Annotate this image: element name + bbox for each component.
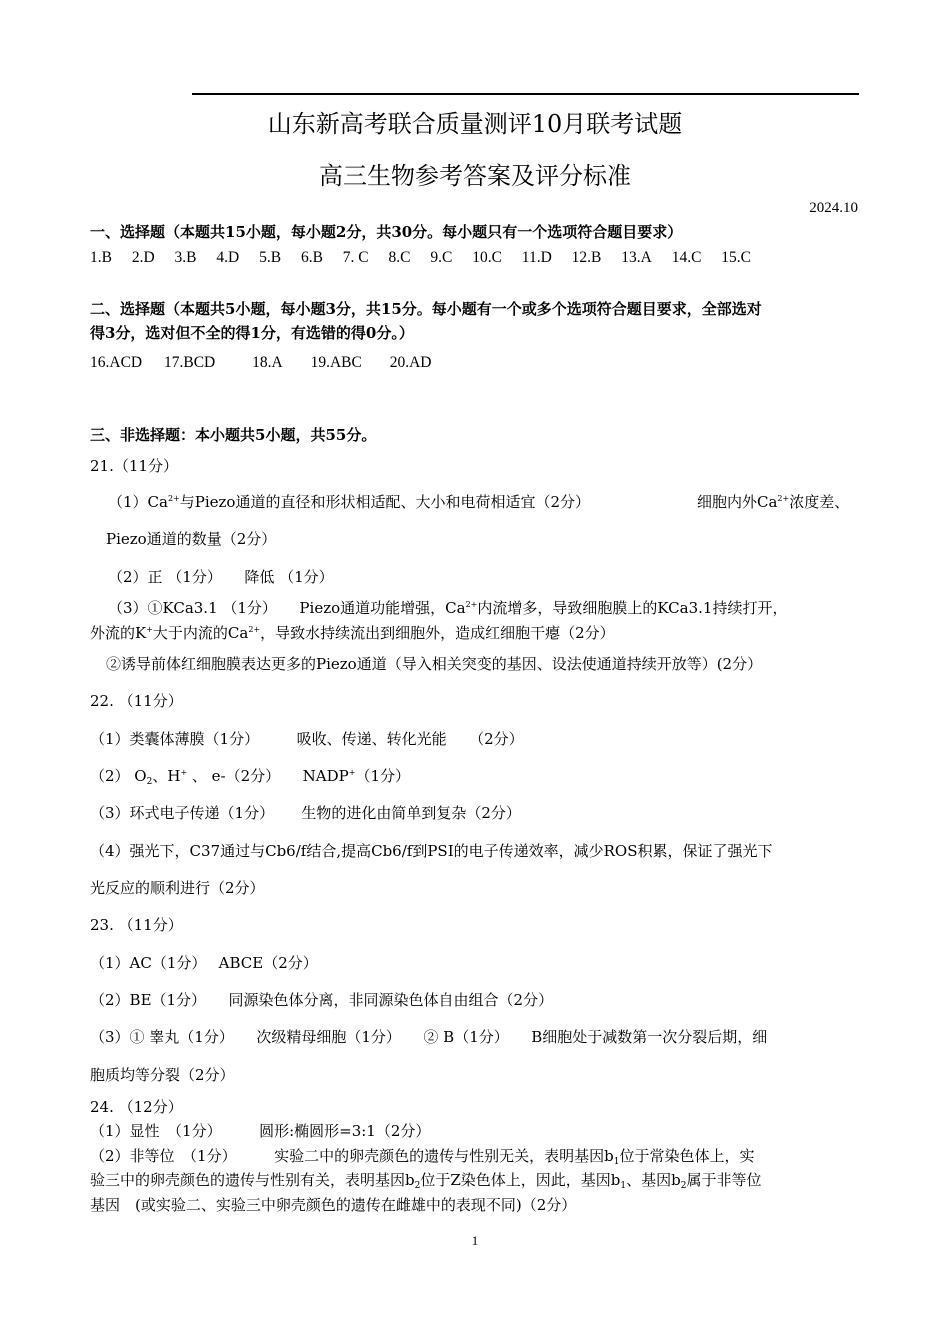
q21-line1-right	[697, 491, 849, 512]
q24-text: 属于非等位	[686, 1171, 762, 1189]
section2-heading-line2: 得3分，选对但不全的得1分，有选错的得0分。）	[90, 324, 414, 342]
answer-1: 1.B	[90, 249, 112, 266]
q22-line2	[90, 765, 410, 786]
superscript: 2+	[248, 625, 261, 634]
answer-14: 14.C	[671, 249, 702, 266]
document-title: 山东新高考联合质量测评10月联考试题	[267, 110, 683, 138]
superscript: 2+	[777, 494, 790, 503]
document-subtitle: 高三生物参考答案及评分标准	[319, 162, 631, 190]
answer-17: 17.BCD	[163, 354, 216, 371]
answer-18: 18.A	[252, 354, 283, 371]
subscript: 2	[414, 1181, 421, 1191]
q21-text: 内流增多，导致细胞膜上的KCa3.1持续打开，	[477, 599, 788, 617]
superscript: +	[180, 768, 188, 777]
answer-16: 16.ACD	[90, 354, 143, 371]
q23-line2: （2）BE（1分） 同源染色体分离，非同源染色体自由组合（2分）	[90, 991, 554, 1009]
answer-19: 19.ABC	[310, 354, 362, 371]
answer-2: 2.D	[131, 249, 155, 266]
q24-text: 位于常染色体上，实	[619, 1147, 755, 1165]
section1-answers	[90, 249, 767, 267]
answer-3: 3.B	[174, 249, 197, 266]
q24-title: 24. （12分）	[90, 1098, 183, 1116]
subscript: 2	[146, 777, 153, 787]
q21-line5	[90, 622, 615, 643]
q24-line1: （1）显性 （1分） 圆形:椭圆形=3:1（2分）	[90, 1122, 431, 1140]
section3-heading: 三、非选择题：本小题共5小题，共55分。	[90, 426, 377, 444]
answer-13: 13.A	[621, 249, 652, 266]
q22-title: 22. （11分）	[90, 692, 183, 710]
q22-text: （2） O	[90, 767, 147, 785]
answer-10: 10.C	[472, 249, 502, 266]
q22-line3: （3）环式电子传递（1分） 生物的进化由简单到复杂（2分）	[90, 804, 521, 822]
q22-line1: （1）类囊体薄膜（1分） 吸收、传递、转化光能 （2分）	[90, 730, 524, 748]
superscript: +	[348, 768, 356, 777]
q22-line5: 光反应的顺利进行（2分）	[90, 879, 265, 897]
answer-9: 9.C	[430, 249, 453, 266]
q21-line1	[108, 491, 590, 512]
q21-line3: （2）正 （1分） 降低 （1分）	[108, 568, 334, 586]
q21-line2: Piezo通道的数量（2分）	[106, 530, 277, 548]
subscript: 2	[680, 1181, 687, 1191]
answer-7: 7. C	[342, 249, 369, 266]
superscript: 2+	[465, 600, 478, 609]
q24-text: 验三中的卵壳颜色的遗传与性别有关，表明基因b	[90, 1171, 415, 1189]
q21-line4	[108, 597, 787, 618]
q24-line2	[90, 1145, 754, 1166]
superscript: +	[146, 625, 153, 634]
answer-20: 20.AD	[389, 354, 432, 371]
q23-line3: （3）① 睾丸（1分） 次级精母细胞（1分） ② B（1分） B细胞处于减数第一次分裂后期，细	[90, 1028, 768, 1046]
q22-text: 、 e-（2分） NADP	[187, 767, 349, 785]
q24-text: 、基因b	[626, 1171, 681, 1189]
q21-text: 大于内流的Ca	[152, 624, 249, 642]
q24-text: （2）非等位 （1分） 实验二中的卵壳颜色的遗传与性别无关，表明基因b	[90, 1147, 614, 1165]
q23-line4: 胞质均等分裂（2分）	[90, 1066, 235, 1084]
answer-15: 15.C	[721, 249, 752, 266]
q23-title: 23. （11分）	[90, 916, 183, 934]
q21-title: 21.（11分）	[90, 457, 178, 475]
q23-line1: （1）AC（1分） ABCE（2分）	[90, 954, 318, 972]
q22-text: 、H	[152, 767, 181, 785]
q24-line4: 基因 (或实验二、实验三中卵壳颜色的遗传在雌雄中的表现不同)（2分）	[90, 1196, 577, 1214]
q21-text: 外流的K	[90, 624, 147, 642]
answer-11: 11.D	[521, 249, 552, 266]
answer-12: 12.B	[571, 249, 602, 266]
page-number: 1	[471, 1233, 479, 1248]
document-date: 2024.10	[809, 200, 858, 216]
q22-line4: （4）强光下，C37通过与Cb6/f结合,提高Cb6/f到PSⅠ的电子传递效率，减少ROS积累，保证了强光下	[90, 842, 773, 860]
q21-text: 与Piezo通道的直径和形状相适配、大小和电荷相适宜（2分）	[179, 493, 591, 511]
q24-text: 位于Z染色体上，因此，基因b	[420, 1171, 621, 1189]
section2-heading-line1: 二、选择题（本题共5小题，每小题3分，共15分。每小题有一个或多个选项符合题目要求，全部选对	[90, 300, 762, 318]
q24-line3	[90, 1169, 761, 1190]
header-rule	[192, 93, 859, 95]
superscript: 2+	[167, 494, 180, 503]
answer-8: 8.C	[388, 249, 411, 266]
q22-text: （1分）	[355, 767, 410, 785]
q21-text: 浓度差、	[789, 493, 850, 511]
section1-heading: 一、选择题（本题共15小题，每小题2分，共30分。每小题只有一个选项符合题目要求）	[90, 223, 683, 241]
answer-5: 5.B	[259, 249, 282, 266]
subscript: 1	[613, 1157, 620, 1167]
q21-text: （3）①KCa3.1 （1分） Piezo通道功能增强，Ca	[108, 599, 466, 617]
q21-text: （1）Ca	[108, 493, 168, 511]
answer-6: 6.B	[300, 249, 323, 266]
subscript: 1	[620, 1181, 627, 1191]
section2-answers	[90, 354, 447, 372]
q21-line6: ②诱导前体红细胞膜表达更多的Piezo通道（导入相关突变的基因、设法使通道持续开放等）(2分）	[106, 655, 763, 673]
q21-text: 细胞内外Ca	[697, 493, 778, 511]
q21-text: ，导致水持续流出到细胞外，造成红细胞干瘪（2分）	[260, 624, 615, 642]
answer-4: 4.D	[216, 249, 240, 266]
